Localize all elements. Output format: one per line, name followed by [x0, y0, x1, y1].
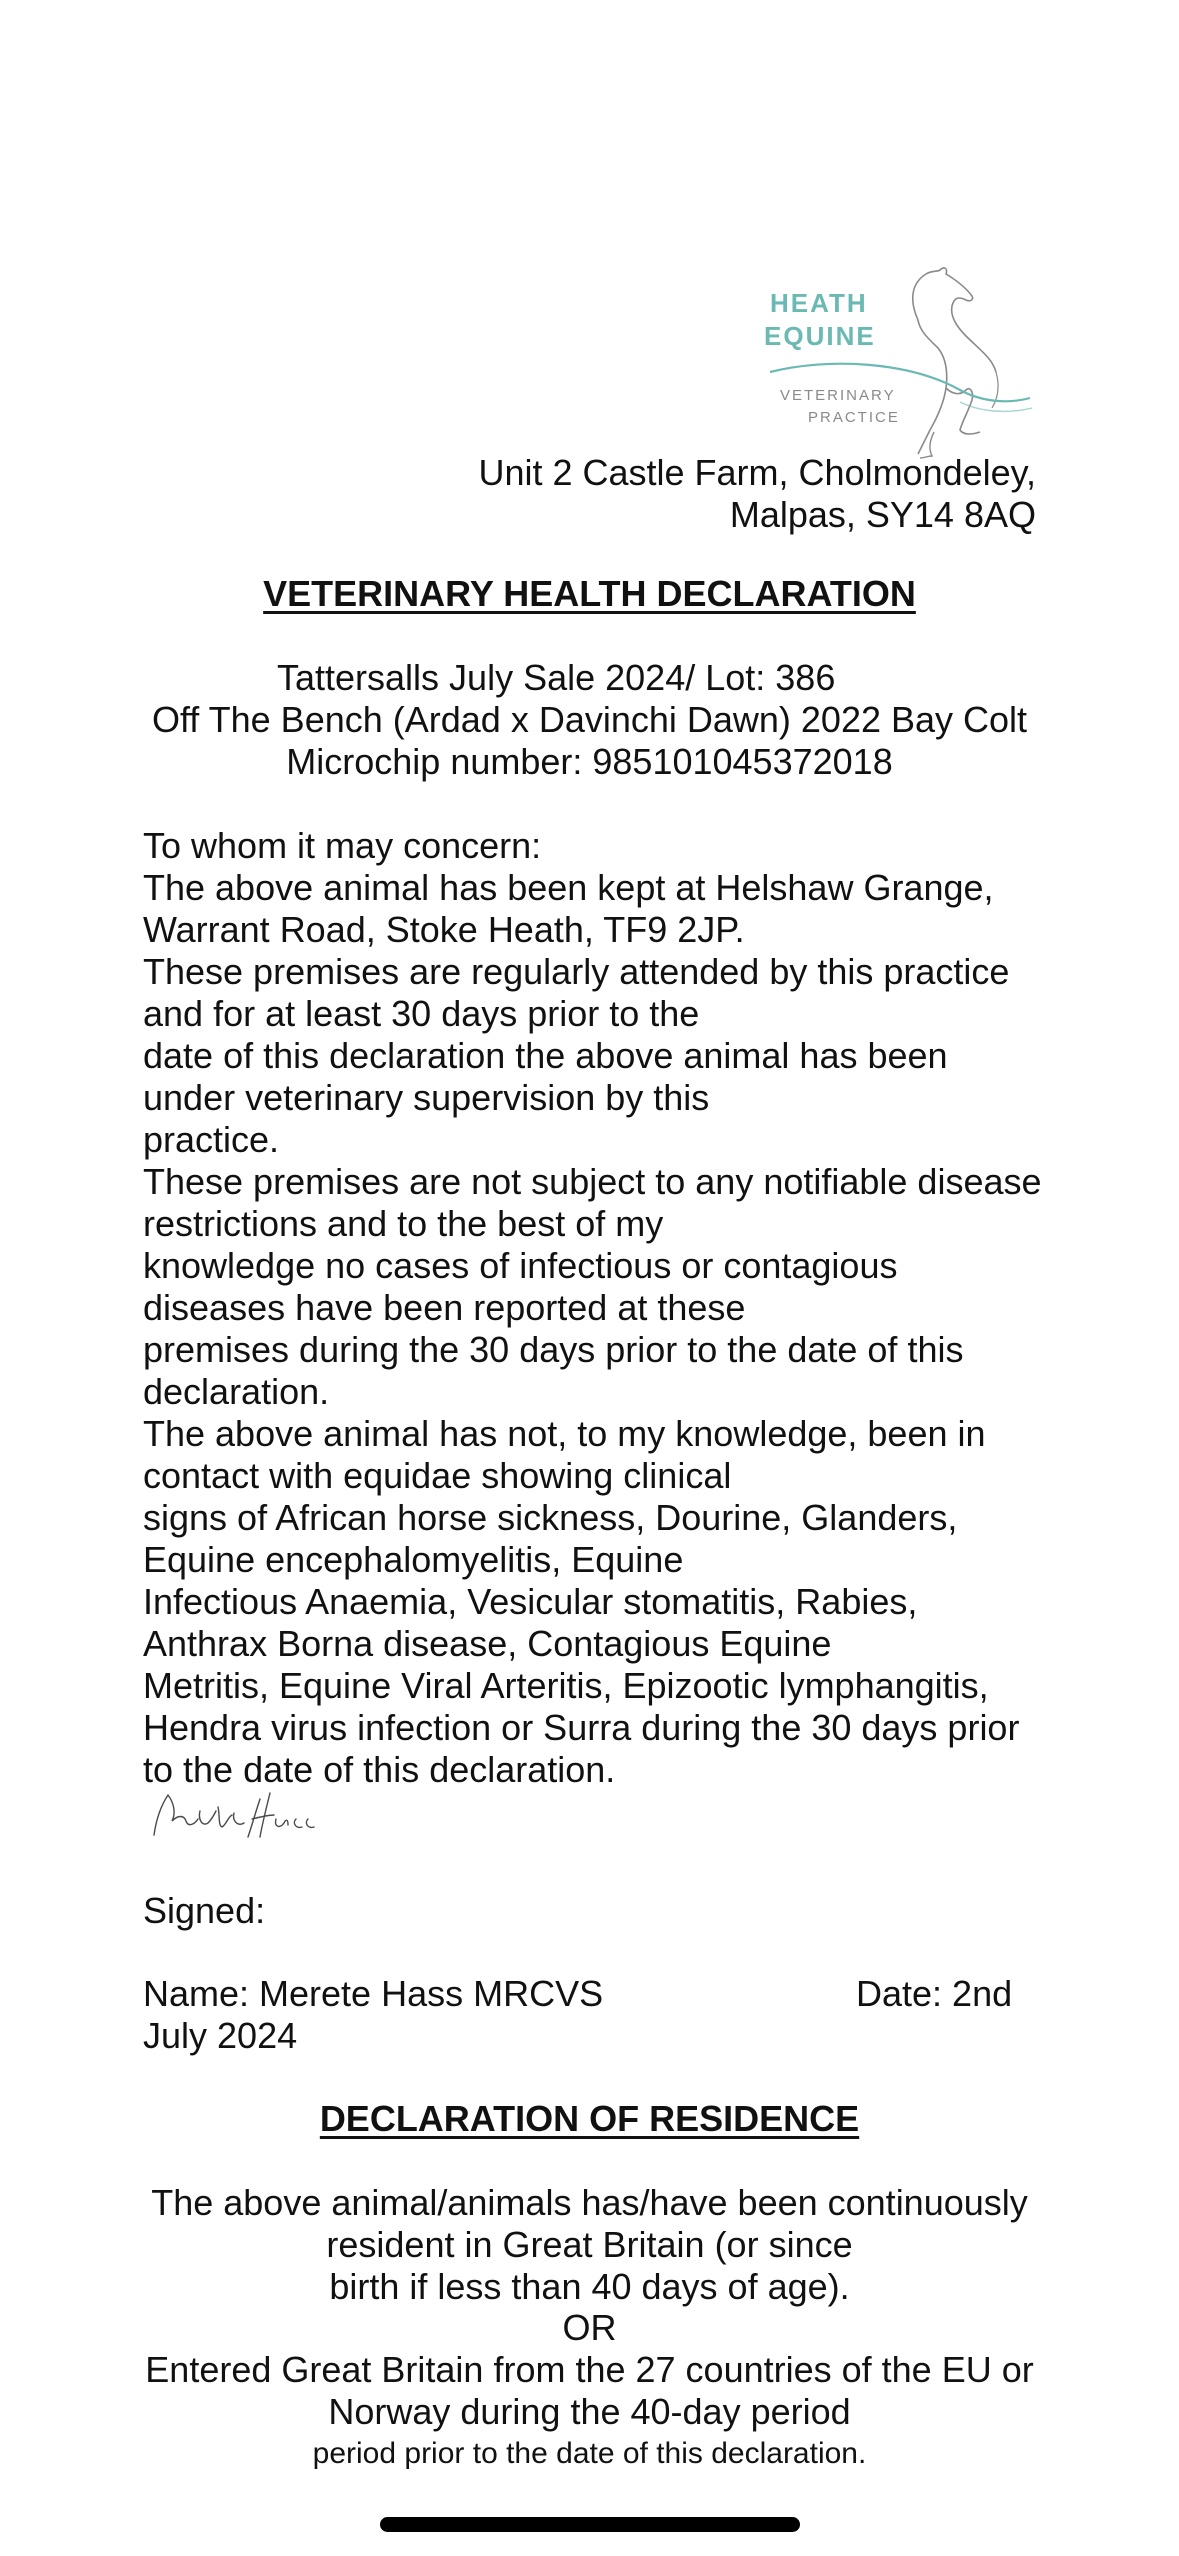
body-line: under veterinary supervision by this: [143, 1077, 710, 1118]
sale-line: Tattersalls July Sale 2024/ Lot: 386: [277, 657, 836, 698]
body-line: declaration.: [143, 1371, 330, 1412]
body-line: The above animal has not, to my knowledge, been in: [143, 1413, 986, 1454]
microchip-line: Microchip number: 985101045372018: [286, 741, 893, 782]
body-line: Warrant Road, Stoke Heath, TF9 2JP.: [143, 909, 745, 950]
body-line: These premises are regularly attended by this practice: [143, 951, 1010, 992]
declaration-body: [143, 825, 1042, 1791]
body-line: Metritis, Equine Viral Arteritis, Epizootic lymphangitis,: [143, 1665, 989, 1706]
body-line: and for at least 30 days prior to the: [143, 993, 700, 1034]
horse-icon: [760, 262, 1035, 462]
logo-text-practice: PRACTICE: [808, 409, 900, 426]
handwritten-signature: [148, 1785, 348, 1845]
body-line: Infectious Anaemia, Vesicular stomatitis, Rabies,: [143, 1581, 918, 1622]
address-line-1: Unit 2 Castle Farm, Cholmondeley,: [478, 452, 1036, 493]
body-line: practice.: [143, 1119, 280, 1160]
body-line: to the date of this declaration.: [143, 1749, 616, 1790]
body-line: premises during the 30 days prior to the date of this: [143, 1329, 964, 1370]
body-line: contact with equidae showing clinical: [143, 1455, 732, 1496]
body-line: Equine encephalomyelitis, Equine: [143, 1539, 684, 1580]
health-declaration-title: VETERINARY HEALTH DECLARATION: [263, 573, 916, 614]
declaration-date-continued: July 2024: [143, 2015, 298, 2056]
body-line: Anthrax Borna disease, Contagious Equine: [143, 1623, 832, 1664]
home-indicator[interactable]: [380, 2517, 800, 2532]
body-line: The above animal has been kept at Helshaw Grange,: [143, 867, 994, 908]
body-line: These premises are not subject to any notifiable disease: [143, 1161, 1042, 1202]
signed-label: Signed:: [143, 1890, 266, 1931]
body-line: Hendra virus infection or Surra during the 30 days prior: [143, 1707, 1020, 1748]
or-label: OR: [562, 2307, 617, 2348]
residence-line-3: birth if less than 40 days of age).: [329, 2266, 850, 2307]
logo-text-veterinary: VETERINARY: [780, 387, 896, 404]
residence-line-4: Entered Great Britain from the 27 countries of the EU or: [145, 2349, 1034, 2390]
horse-line: Off The Bench (Ardad x Davinchi Dawn) 2022 Bay Colt: [151, 699, 1028, 740]
body-line: restrictions and to the best of my: [143, 1203, 664, 1244]
residence-line-2: resident in Great Britain (or since: [326, 2224, 853, 2265]
body-line: knowledge no cases of infectious or contagious: [143, 1245, 898, 1286]
residence-line-5: Norway during the 40-day period: [328, 2391, 851, 2432]
vet-name: Name: Merete Hass MRCVS: [143, 1973, 604, 2014]
body-line: diseases have been reported at these: [143, 1287, 746, 1328]
residence-declaration-title: DECLARATION OF RESIDENCE: [319, 2098, 860, 2139]
body-line: date of this declaration the above animal has been: [143, 1035, 948, 1076]
practice-logo: [760, 262, 1035, 462]
residence-line-6: period prior to the date of this declaration.: [312, 2437, 867, 2470]
logo-text-heath: HEATH: [770, 288, 868, 318]
residence-line-1: The above animal/animals has/have been continuously: [151, 2182, 1028, 2223]
address-line-2: Malpas, SY14 8AQ: [729, 494, 1036, 535]
body-line: signs of African horse sickness, Dourine, Glanders,: [143, 1497, 958, 1538]
body-line: To whom it may concern:: [143, 825, 542, 866]
logo-text-equine: EQUINE: [764, 321, 876, 351]
declaration-date: Date: 2nd: [856, 1973, 1013, 2014]
